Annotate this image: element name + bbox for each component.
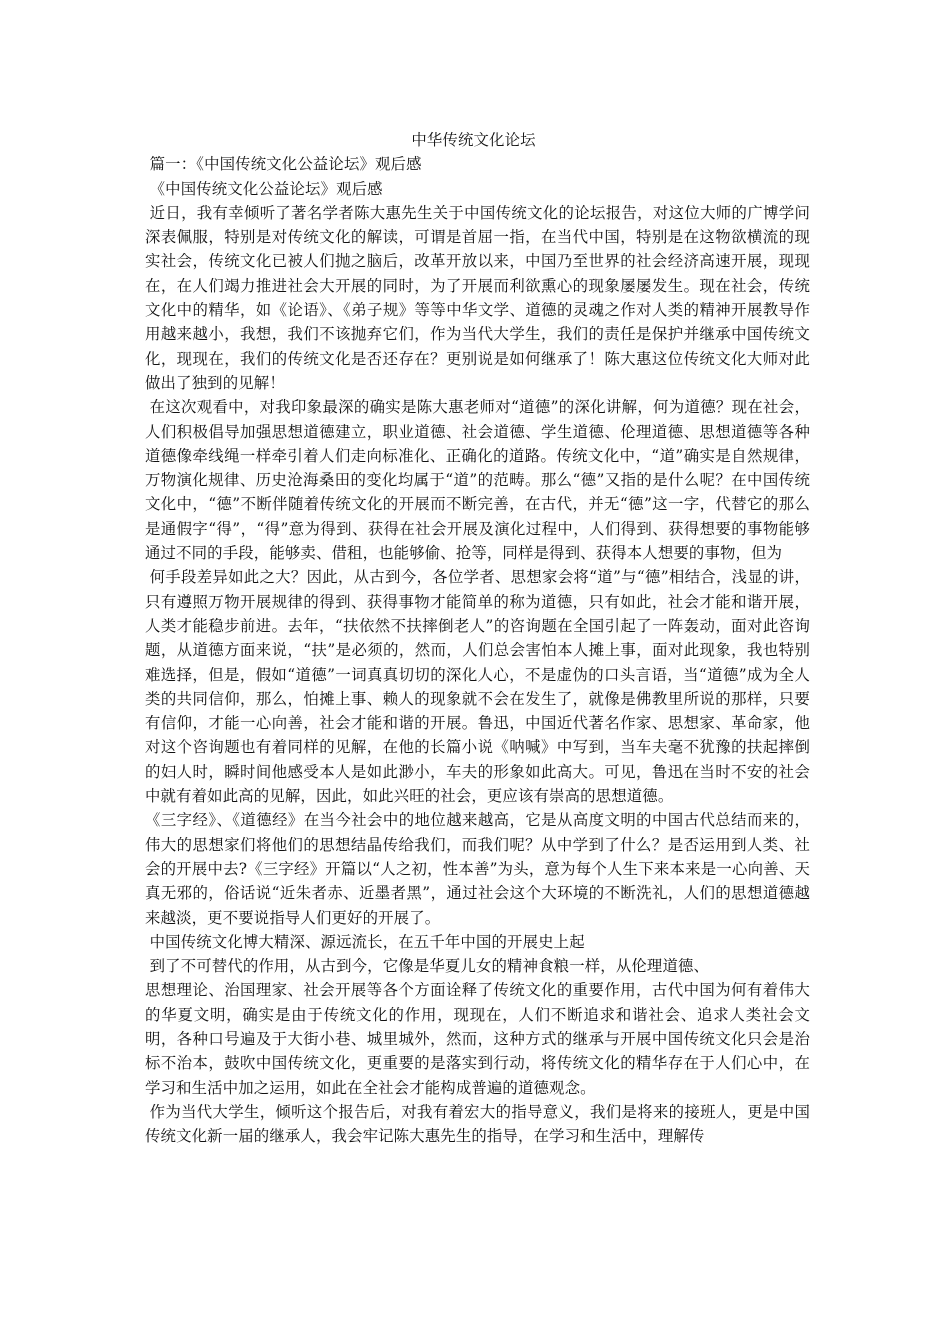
article-heading: 《中国传统文化公益论坛》观后感 <box>149 179 383 198</box>
document-title: 中华传统文化论坛 <box>411 131 536 149</box>
paragraph-7: 思想理论、治国理家、社会开展等各个方面诠释了传统文化的重要作用，古代中国为何有着伟大的华夏文明，确实是由于传统文化的作用，现现在，人们不断追求和谐社会、追求人类社会文明，各种口号遍及于大街小巷、城里城外，然而，这种方式的继承与开展中国传统文化只会是治标不治本，鼓吹中国传统文化，更重要的是落实到行动，将传统文化的精华存在于人们心中，在学习和生活中加之运用，如此在全社会才能构成普遍的道德观念。 <box>145 981 810 1097</box>
paragraph-8: 作为当代大学生，倾听这个报告后，对我有着宏大的指导意义，我们是将来的接班人，更是中国传统文化新一届的继承人，我会牢记陈大惠先生的指导，在学习和生活中，理解传 <box>145 1102 810 1146</box>
paragraph-4: 《三字经》、《道德经》在当今社会中的地位越来越高，它是从高度文明的中国古代总结而来的，伟大的思想家们将他们的思想结晶传给我们，而我们呢？从中学到了什么？是否运用到人类、社会的开展中去?《三字经》开篇以“人之初，性本善”为头，意为每个人生下来本来是一心向善、天真无邪的，俗话说“近朱者赤、近墨者黑”，通过社会这个大环境的不断洗礼，人们的思想道德越来越淡，更不要说指导人们更好的开展了。 <box>145 811 810 927</box>
paragraph-6: 到了不可替代的作用，从古到今，它像是华夏儿女的精神食粮一样，从伦理道德、 <box>149 957 710 976</box>
paragraph-5: 中国传统文化博大精深、源远流长，在五千年中国的开展史上起 <box>149 932 585 951</box>
document-body <box>145 128 810 1148</box>
section-heading: 篇一：《中国传统文化公益论坛》观后感 <box>149 155 422 174</box>
paragraph-1: 近日，我有幸倾听了著名学者陈大惠先生关于中国传统文化的论坛报告，对这位大师的广博学问深表佩服，特别是对传统文化的解读，可谓是首屈一指，在当代中国，特别是在这物欲横流的现实社会，传统文化已被人们抛之脑后，改革开放以来，中国乃至世界的社会经济高速开展，现现在，在人们竭力推进社会大开展的同时，为了开展而利欲熏心的现象屡屡发生。现在社会，传统文化中的精华，如《论语》、《弟子规》等等中华文学、道德的灵魂之作对人类的精神开展教导作用越来越小，我想，我们不该抛弃它们，作为当代大学生，我们的责任是保护并继承中国传统文化，现现在，我们的传统文化是否还存在？更别说是如何继承了！陈大惠这位传统文化大师对此做出了独到的见解！ <box>145 203 810 392</box>
paragraph-3: 何手段差异如此之大？因此，从古到今，各位学者、思想家会将“道”与“德”相结合，浅显的讲，只有遵照万物开展规律的得到、获得事物才能简单的称为道德，只有如此，社会才能和谐开展，人类才能稳步前进。去年，“扶依然不扶摔倒老人”的咨询题在全国引起了一阵轰动，面对此咨询题，从道德方面来说，“扶”是必须的，然而，人们总会害怕本人摊上事，面对此现象，我也特别难选择，但是，假如“道德”一词真真切切的深化人心，不是虚伪的口头言语，当“道德”成为全人类的共同信仰，那么，怕摊上事、赖人的现象就不会在发生了，就像是佛教里所说的那样，只要有信仰，才能一心向善，社会才能和谐的开展。鲁迅，中国近代著名作家、思想家、革命家，他对这个咨询题也有着同样的见解，在他的长篇小说《呐喊》中写到，当车夫毫不犹豫的扶起摔倒的妇人时，瞬时间他感受本人是如此渺小，车夫的形象如此高大。可见，鲁迅在当时不安的社会中就有着如此高的见解，因此，如此兴旺的社会，更应该有崇高的思想道德。 <box>145 568 810 806</box>
paragraph-2: 在这次观看中，对我印象最深的确实是陈大惠老师对“道德”的深化讲解，何为道德？现在社会，人们积极倡导加强思想道德建立，职业道德、社会道德、学生道德、伦理道德、思想道德等各种道德像牵线绳一样牵引着人们走向标准化、正确化的道路。传统文化中，“道”确实是自然规律，万物演化规律、历史沧海桑田的变化均属于“道”的范畴。那么“德”又指的是什么呢？在中国传统文化中，“德”不断伴随着传统文化的开展而不断完善，在古代，并无“德”这一字，代替它的那么是通假字“得”，“得”意为得到、获得在社会开展及演化过程中，人们得到、获得想要的事物能够通过不同的手段，能够卖、借租，也能够偷、抢等，同样是得到、获得本人想要的事物，但为 <box>145 398 810 563</box>
